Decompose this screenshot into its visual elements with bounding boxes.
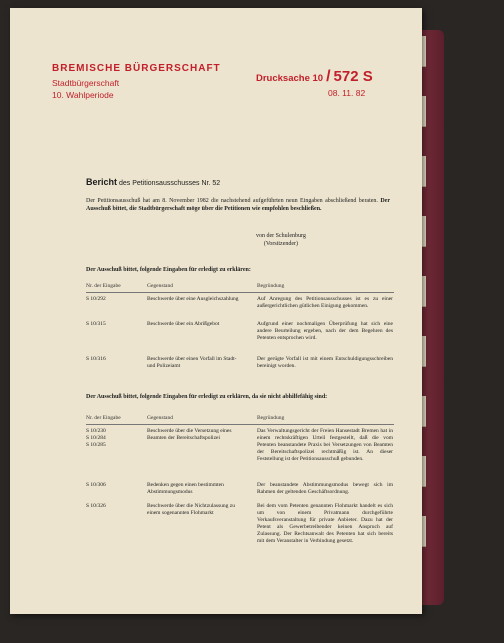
s1-row-3-gegenstand: Beschwerde über einen Vorfall im Stadt- und Polizeiamt xyxy=(147,356,237,369)
s1-row-2-begruendung: Aufgrund einer nochmaligen Überprüfung hat sich eine andere Beurteilung ergeben, nach der dem Begehren des Petenten entsprochen wird. xyxy=(257,321,393,341)
report-title-sub: des Petitionsausschusses Nr. 52 xyxy=(118,180,221,187)
section-1-heading: Der Ausschuß bittet, folgende Eingaben für erledigt zu erklären: xyxy=(86,267,251,273)
letterhead xyxy=(52,63,221,101)
s1-row-3-nr: S 10/316 xyxy=(86,356,106,362)
s2-row-3-begruendung: Bei dem vom Petenten genannten Flohmarkt handelt es sich um von einem Privatmann durchgeführte Verkaufsveranstaltung für private Anbieter. Dazu hat der Petent als Gewerbetreibender keinen Anspruch auf Zulassung. Der Rechtsanwalt des Petenten hat sich bereits mit dem Veranstalter in Verbindung gesetzt. xyxy=(257,503,393,544)
report-title xyxy=(86,177,220,187)
section-1-col-gegenstand: Gegenstand xyxy=(147,283,173,289)
s2-row-2-begruendung: Der beanstandete Abstimmungsmodus bewegt sich im Rahmen der geltenden Geschäftsordnung. xyxy=(257,482,393,495)
section-2-col-nr: Nr. der Eingabe xyxy=(86,415,121,421)
s2-row-2-nr: S 10/306 xyxy=(86,482,106,488)
s1-row-2-nr: S 10/315 xyxy=(86,321,106,327)
drucksache-number: 572 S xyxy=(333,68,373,85)
signature-role: (Vorsitzender) xyxy=(263,241,299,247)
s1-row-1-begruendung: Auf Anregung des Petitionsausschusses ist es zu einer außergerichtlichen gütlichen Einigung gekommen. xyxy=(257,296,393,309)
report-title-main: Bericht xyxy=(86,177,118,187)
intro-paragraph xyxy=(86,197,390,213)
legislative-period: 10. Wahlperiode xyxy=(52,90,114,100)
drucksache-separator: / xyxy=(326,68,331,85)
organization-name: BREMISCHE BÜRGERSCHAFT xyxy=(52,63,221,74)
document-number-block xyxy=(256,68,376,98)
s1-row-2-gegenstand: Beschwerde über ein Abrißgebot xyxy=(147,321,220,327)
s2-row-2-gegenstand: Bedenken gegen einen bestimmten Abstimmungsmodus xyxy=(147,482,224,495)
s1-row-1-nr: S 10/292 xyxy=(86,296,106,302)
s2-row-1-gegenstand: Beschwerde über die Versetzung eines Beamten der Bereitschaftspolizei xyxy=(147,428,232,441)
intro-request: Der Ausschuß bittet, die Stadtbürgerschaft möge über die Petitionen wie empfohlen beschließen. xyxy=(86,198,390,212)
document-date: 08. 11. 82 xyxy=(328,88,366,98)
intro-text: Der Petitionsausschuß hat am 8. November 1982 die nachstehend aufgeführten neun Eingaben abschließend beraten. xyxy=(86,198,378,204)
s2-row-3-nr: S 10/326 xyxy=(86,503,106,509)
section-2-col-begruendung: Begründung xyxy=(257,415,285,421)
section-2-rule xyxy=(86,424,394,425)
section-2-col-gegenstand: Gegenstand xyxy=(147,415,173,421)
section-2-heading: Der Ausschuß bittet, folgende Eingaben für erledigt zu erklären, da sie nicht abhilfefähig sind: xyxy=(86,394,328,400)
s2-row-3-gegenstand: Beschwerde über die Nichtzulassung zu einem sogenannten Flohmarkt xyxy=(147,503,235,516)
s1-row-3-begruendung: Der gerügte Vorfall ist mit einem Entschuldigungsschreiben bereinigt worden. xyxy=(257,356,393,369)
s2-row-1-begruendung: Das Verwaltungsgericht der Freien Hansestadt Bremen hat in einem rechtskräftigen Urteil festgestellt, daß die vom Petenten beanstandete Praxis bei Versetzungen von Beamten der Bereitschaftspolizei rechtmäßig ist. An dieser Feststellung ist der Petitionsausschuß gebunden. xyxy=(257,428,393,462)
chamber-name: Stadtbürgerschaft xyxy=(52,78,120,88)
signature-block xyxy=(256,232,306,248)
section-1-rule xyxy=(86,292,394,293)
s2-row-1-nr: S 10/230 S 10/284 S 10/285 xyxy=(86,428,106,448)
signature-name: von der Schulenburg xyxy=(256,233,306,239)
s1-row-1-gegenstand: Beschwerde über eine Ausgleichszahlung xyxy=(147,296,239,302)
section-1-col-nr: Nr. der Eingabe xyxy=(86,283,121,289)
drucksache-label: Drucksache 10 xyxy=(256,73,324,84)
section-1-col-begruendung: Begründung xyxy=(257,283,285,289)
